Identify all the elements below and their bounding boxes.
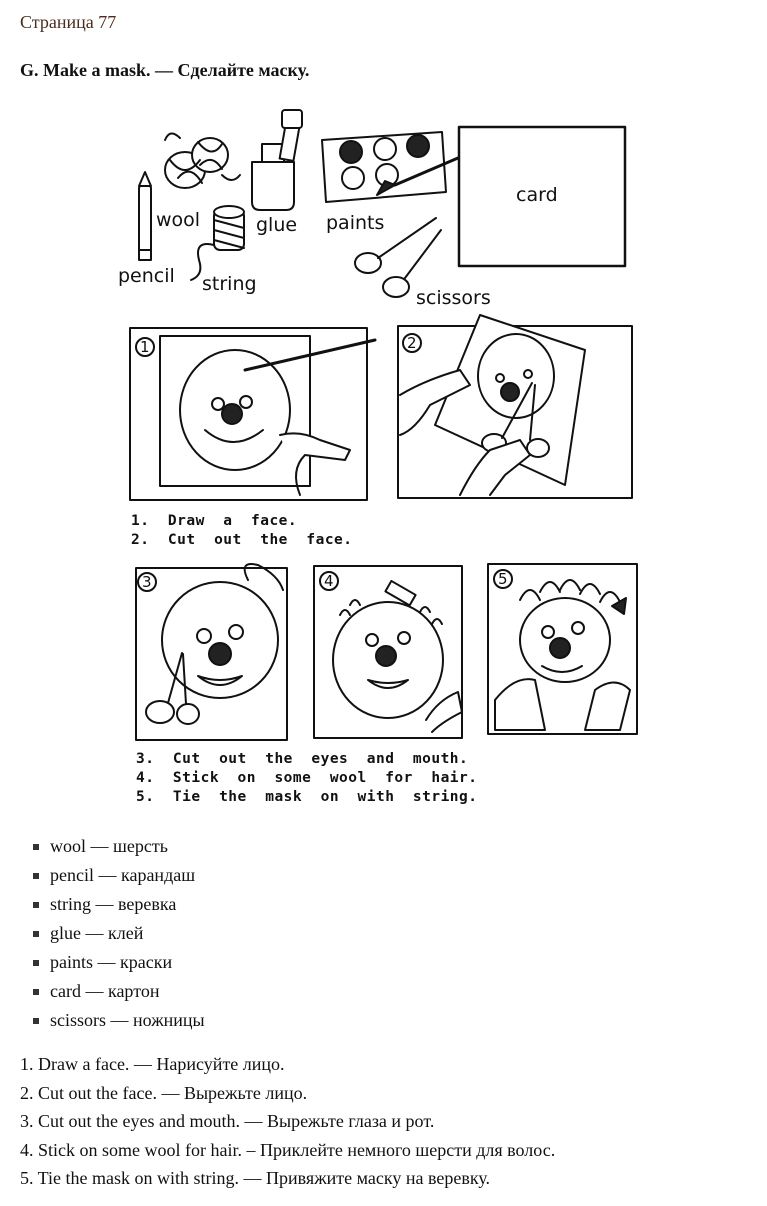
glue-icon xyxy=(252,110,302,210)
vocabulary-item: paints — краски xyxy=(50,948,205,977)
translation-line: 1. Draw a face. — Нарисуйте лицо. xyxy=(20,1054,285,1074)
card-label: card xyxy=(516,184,558,206)
wool-label: wool xyxy=(156,209,201,231)
paints-label: paints xyxy=(326,212,385,234)
page-number: Страница 77 xyxy=(20,12,117,32)
step-2-text: 2. Cut out the face. xyxy=(131,532,353,548)
vocabulary-item: scissors — ножницы xyxy=(50,1006,205,1035)
vocabulary-item: pencil — карандаш xyxy=(50,861,205,890)
translation-line: 5. Tie the mask on with string. — Привяжите маску на веревку. xyxy=(20,1168,491,1188)
svg-text:4: 4 xyxy=(324,572,334,590)
translation-line: 3. Cut out the eyes and mouth. — Вырежьте глаза и рот. xyxy=(20,1111,435,1131)
translation-line: 2. Cut out the face. — Вырежьте лицо. xyxy=(20,1082,308,1103)
step-4-text: 4. Stick on some wool for hair. xyxy=(136,770,478,786)
string-label: string xyxy=(202,273,257,295)
svg-text:3: 3 xyxy=(142,573,152,591)
vocabulary-item: string — веревка xyxy=(50,890,205,919)
pencil-icon xyxy=(139,172,151,260)
step-3-panel xyxy=(136,564,287,740)
step-1-panel xyxy=(130,328,375,500)
glue-label: glue xyxy=(256,214,298,236)
step-4-panel xyxy=(314,566,462,738)
svg-text:1: 1 xyxy=(140,338,150,356)
step-1-text: 1. Draw a face. xyxy=(131,513,298,529)
svg-text:2: 2 xyxy=(407,334,417,352)
scissors-label: scissors xyxy=(416,287,491,309)
step-2-panel xyxy=(398,315,632,498)
pencil-label: pencil xyxy=(118,265,175,287)
task-title: G. Make a mask. — Сделайте маску. xyxy=(20,60,310,80)
vocabulary-item: glue — клей xyxy=(50,919,205,948)
translations-list xyxy=(20,1050,555,1193)
step-3-text: 3. Cut out the eyes and mouth. xyxy=(136,751,469,767)
mask-instructions-illustration xyxy=(110,105,650,805)
step-5-text: 5. Tie the mask on with string. xyxy=(136,789,478,805)
vocabulary-list xyxy=(28,832,205,1035)
wool-icon xyxy=(165,133,240,188)
vocabulary-item: wool — шерсть xyxy=(50,832,205,861)
step-5-panel xyxy=(488,564,637,734)
svg-text:5: 5 xyxy=(498,570,508,588)
vocabulary-item: card — картон xyxy=(50,977,205,1006)
translation-line: 4. Stick on some wool for hair. – Приклейте немного шерсти для волос. xyxy=(20,1139,556,1160)
